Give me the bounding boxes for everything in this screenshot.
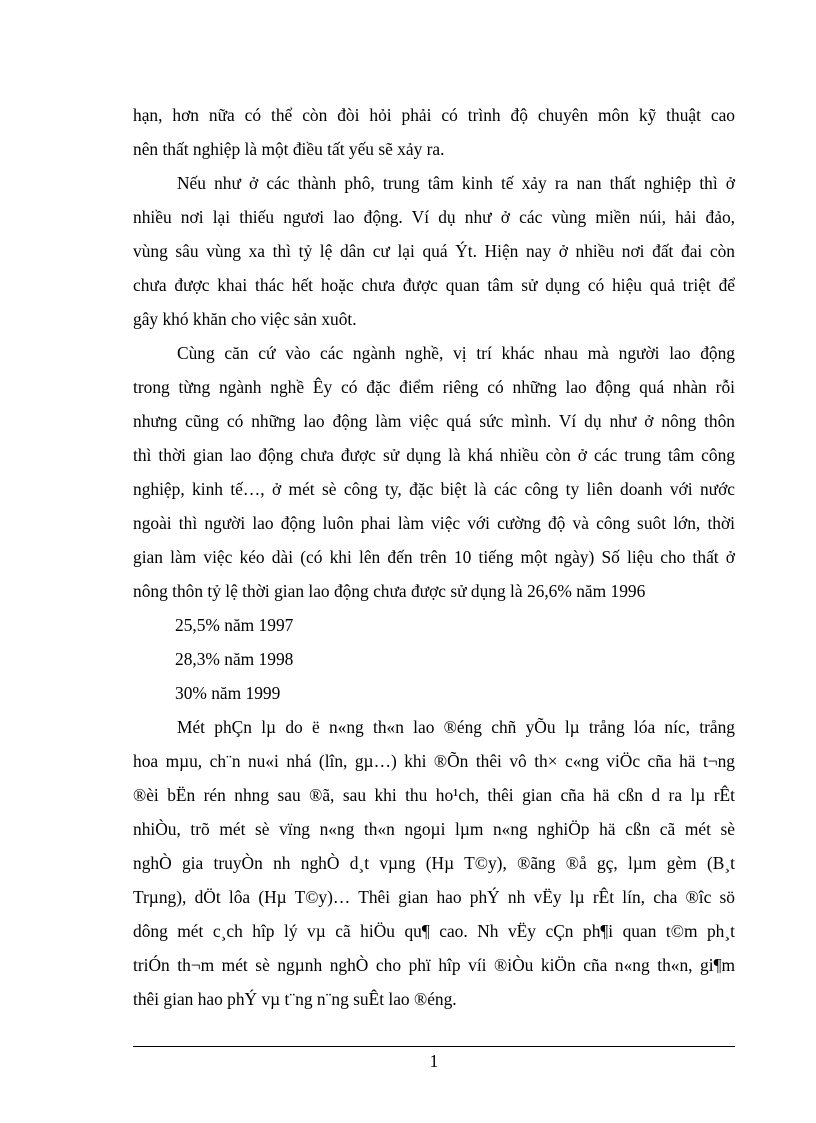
statistic-line: 30% năm 1999 — [175, 683, 281, 703]
text-line: nhiÒu, trõ mét sè vïng n«ng th«n ngoµi lµm n«ng nghiÖp hä cßn cã mét sè — [133, 819, 735, 839]
text-line: ngoài thì người lao động luôn phai làm việc với cường độ và công suôt lớn, thời — [133, 513, 735, 533]
text-line: dông mét c¸ch hîp lý vµ cã hiÖu qu¶ cao. Nh vËy cÇn ph¶i quan t©m ph¸t — [133, 921, 735, 941]
text-line: nhưng cũng có những lao động làm việc quá sức mình. Ví dụ như ở nông thôn — [133, 411, 735, 431]
paragraph-start-line: Mét phÇn lµ do ë n«ng th«n lao ®éng chñ yÕu lµ trång lóa níc, trång — [177, 717, 735, 737]
paragraph-start-line: Nếu như ở các thành phô, trung tâm kinh tế xảy ra nan thất nghiệp thì ở — [177, 173, 735, 193]
text-line: hoa mµu, ch¨n nu«i nhá (lîn, gµ…) khi ®Õn thêi vô th× c«ng viÖc cña hä t¬ng — [133, 751, 735, 771]
text-line: nên thất nghiệp là một điều tất yếu sẽ xảy ra. — [133, 139, 445, 159]
body-text — [133, 98, 735, 1016]
statistic-line: 25,5% năm 1997 — [175, 615, 294, 635]
text-line: thì thời gian lao động chưa được sử dụng là khá nhiều còn ở các trung tâm công — [133, 445, 735, 465]
text-line: nghÒ gia truyÒn nh nghÒ d¸t vµng (Hµ T©y), ®ãng ®å gç, lµm gèm (B¸t — [133, 853, 735, 873]
text-line: nông thôn tỷ lệ thời gian lao động chưa được sử dụng là 26,6% năm 1996 — [133, 581, 646, 601]
text-line: ®èi bËn rén nhng sau ®ã, sau khi thu ho¹ch, thêi gian cña hä cßn d ra lµ rÊt — [133, 785, 735, 805]
text-line: Trµng), dÖt lôa (Hµ T©y)… Thêi gian hao phÝ nh vËy lµ rÊt lín, cha ®îc sö — [133, 887, 735, 907]
text-line: trong từng ngành nghề Êy có đặc điểm riêng có những lao động quá nhàn rỗi — [133, 377, 735, 397]
text-line: vùng sâu vùng xa thì tỷ lệ dân cư lại quá Ýt. Hiện nay ở nhiều nơi đất đai còn — [133, 241, 735, 261]
page-number: 1 — [429, 1051, 439, 1071]
statistic-line: 28,3% năm 1998 — [175, 649, 294, 669]
text-line: nghiệp, kinh tế…, ở mét sè công ty, đặc biệt là các công ty liên doanh với nước — [133, 479, 735, 499]
text-line: nhiều nơi lại thiếu ngươi lao động. Ví dụ như ở các vùng miền núi, hải đảo, — [133, 207, 735, 227]
text-line: chưa được khai thác hết hoặc chưa được quan tâm sử dụng có hiệu quả triệt để — [133, 275, 735, 295]
footer-divider — [133, 1046, 735, 1047]
text-line: gian làm việc kéo dài (có khi lên đến trên 10 tiếng một ngày) Số liệu cho thất ở — [133, 547, 735, 567]
text-line: hạn, hơn nữa có thể còn đòi hỏi phải có trình độ chuyên môn kỹ thuật cao — [133, 105, 735, 125]
text-line: thêi gian hao phÝ vµ t¨ng n¨ng suÊt lao ®éng. — [133, 989, 457, 1009]
text-line: gây khó khăn cho việc sản xuôt. — [133, 309, 357, 329]
text-line: triÓn th¬m mét sè ngµnh nghÒ cho phï hîp víi ®iÒu kiÖn cña n«ng th«n, gi¶m — [133, 955, 735, 975]
paragraph-start-line: Cùng căn cứ vào các ngành nghề, vị trí khác nhau mà người lao động — [177, 343, 735, 363]
